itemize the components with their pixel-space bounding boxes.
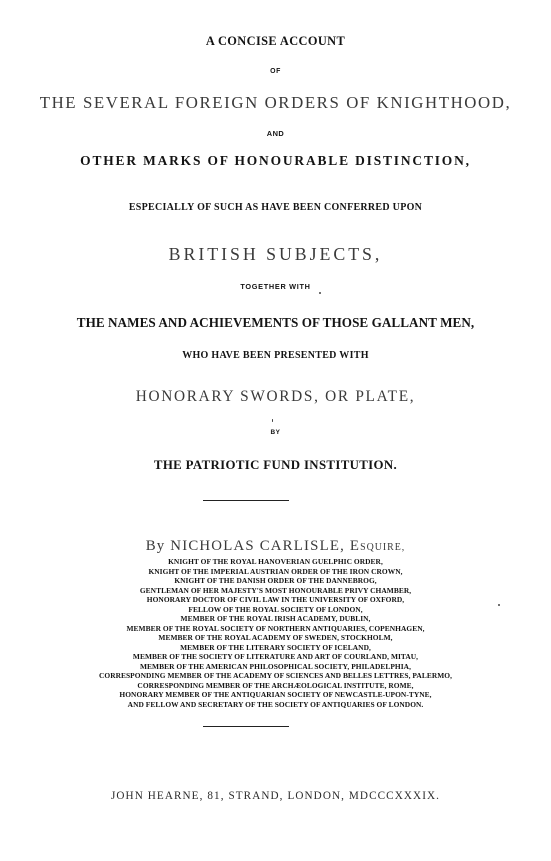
credential-line: HONORARY MEMBER OF THE ANTIQUARIAN SOCIETY OF NEWCASTLE-UPON-TYNE, [119, 690, 432, 699]
title-connector-together-with: TOGETHER WITH [240, 282, 311, 291]
credential-line: MEMBER OF THE SOCIETY OF LITERATURE AND ART OF COURLAND, MITAU, [132, 652, 419, 661]
title-line-concise-account: A CONCISE ACCOUNT [205, 34, 346, 48]
ink-speck [319, 292, 321, 294]
title-line-british-subjects: BRITISH SUBJECTS, [168, 244, 383, 264]
credential-line: HONORARY DOCTOR OF CIVIL LAW IN THE UNIVERSITY OF OXFORD, [146, 595, 405, 604]
title-line-honourable-distinction: OTHER MARKS OF HONOURABLE DISTINCTION, [80, 153, 471, 168]
title-line-especially: ESPECIALLY OF SUCH AS HAVE BEEN CONFERRED UPON [128, 202, 423, 213]
credential-line: FELLOW OF THE ROYAL SOCIETY OF LONDON, [188, 604, 363, 614]
section-divider-bottom [203, 726, 289, 727]
credential-line: MEMBER OF THE ROYAL IRISH ACADEMY, DUBLIN, [180, 614, 371, 623]
credential-line: CORRESPONDING MEMBER OF THE ACADEMY OF SCIENCES AND BELLES LETTRES, PALERMO, [98, 671, 453, 680]
title-connector-by: BY [270, 429, 281, 436]
credential-line: MEMBER OF THE ROYAL SOCIETY OF NORTHERN ANTIQUARIES, COPENHAGEN, [126, 623, 425, 633]
credential-line: AND FELLOW AND SECRETARY OF THE SOCIETY OF ANTIQUARIES OF LONDON. [127, 699, 424, 709]
credential-line: KNIGHT OF THE ROYAL HANOVERIAN GUELPHIC ORDER, [168, 557, 383, 566]
credential-line: MEMBER OF THE AMERICAN PHILOSOPHICAL SOCIETY, PHILADELPHIA, [140, 661, 411, 671]
title-line-patriotic-fund: THE PATRIOTIC FUND INSTITUTION. [153, 457, 398, 472]
author-esquire: SQUIRE, [360, 542, 406, 553]
title-line-presented-with: WHO HAVE BEEN PRESENTED WITH [182, 350, 369, 361]
title-connector-of: OF [270, 68, 281, 75]
author-line [3, 539, 548, 554]
section-divider-top [203, 500, 289, 501]
title-line-honorary-swords: HONORARY SWORDS, OR PLATE, [135, 388, 416, 405]
author-esquire-initial: E [349, 538, 361, 554]
publisher-imprint: JOHN HEARNE, 81, STRAND, LONDON, MDCCCXXXIX. [110, 790, 441, 802]
credential-line: GENTLEMAN OF HER MAJESTY'S MOST HONOURABLE PRIVY CHAMBER, [139, 585, 412, 595]
title-line-foreign-orders: THE SEVERAL FOREIGN ORDERS OF KNIGHTHOOD, [39, 93, 512, 112]
author-name: NICHOLAS CARLISLE, [170, 538, 345, 554]
author-by: By [145, 538, 166, 554]
credential-line: MEMBER OF THE LITERARY SOCIETY OF ICELAND, [180, 642, 371, 652]
credential-line: KNIGHT OF THE DANISH ORDER OF THE DANNEBROG, [174, 576, 377, 585]
credential-line: KNIGHT OF THE IMPERIAL AUSTRIAN ORDER OF THE IRON CROWN, [148, 566, 403, 576]
title-line-gallant-men: THE NAMES AND ACHIEVEMENTS OF THOSE GALLANT MEN, [76, 315, 475, 330]
title-connector-and: AND [266, 129, 285, 138]
credential-line: MEMBER OF THE ROYAL ACADEMY OF SWEDEN, STOCKHOLM, [158, 633, 393, 642]
ink-speck [272, 419, 273, 422]
credential-line: CORRESPONDING MEMBER OF THE ARCHÆOLOGICAL INSTITUTE, ROME, [137, 680, 414, 690]
ink-speck [498, 604, 500, 606]
